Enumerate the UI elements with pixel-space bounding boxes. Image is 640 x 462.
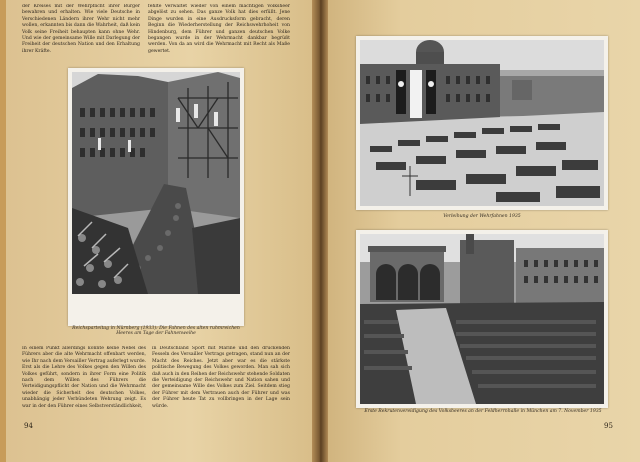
flag-ceremony-photo-image xyxy=(356,36,608,210)
swearing-in-photo xyxy=(356,230,608,408)
book-spine xyxy=(312,0,328,462)
left-page-number: 94 xyxy=(24,422,33,430)
left-bottom-text-column-2: in Deutschland Sport mit Marine und den drückenden Fesseln des Versailler Vertrags getragen, stand nun an der Macht des Reiches. Jetzt aber war es die stärkste politische Bewegung des Volkes geworden. Man sah sich daß auch in den Reihen der Reichswehr stehende Soldaten die Verteidigung der Reichswehr und Nation sahen und der gemeinsame Wille des Volkes zum Ziel. Seitdem stieg der Führer mit dem Vertrauen auch der Führer und was der Führer heute Tat zu vollbringen in der Lage sein würde. xyxy=(152,346,290,409)
left-top-text-column-2: fehlte Verwaltet wieder von einem mächtigen Volksheer abgelöst zu sehen. Das ganze Volk hat dies erfüllt. Jene Dinge wurden in eine Ausdrucksform gebracht, deren Beginn die Wiederherstellung der Reichswehrhoheit von Hindenburg, dem Führer und ganzen deutschen Volke begangen wurde in der Wehrmacht dankbar begrüßt werden. Von da an wird die Wehrmacht mit Recht als Maße gewertet. xyxy=(148,4,290,54)
flag-ceremony-photo xyxy=(356,36,608,210)
swearing-in-photo-image xyxy=(356,230,608,408)
parade-photo-image xyxy=(68,68,244,326)
left-top-text-column-1: der Kreises mit der Wehrpflicht ihrer Bürger bewahren und erhalten. Wie viele Deutsche in Verschiedenen Ländern ihrer Wehr nicht mehr wollen, erkannten bis dann die Wahrheit, daß kein Volk seine Freiheit behaupten kann ohne Wehr. Und wie der gemeinsame Wille mit Darlegung der Freiheit der deutschen Nation und den Erhaltung ihrer Kräfte. xyxy=(22,4,140,54)
flag-ceremony-caption: Verleihung der Wehrfahnen 1935 xyxy=(443,214,521,219)
parade-photo xyxy=(68,68,244,326)
left-bottom-text-column-1: In einem Punkt allerdings konnte keine Nebel des Führers aber die alte Wehrmacht offenbart werden, wie Ihr nach dem Versailler Vertrag auferlegt wurde. Erst als die Lehre des Volkes gegen den Willen des Volkes geführt, sondern in ihrer Form eine Politik nach dem Willen des Führers die Verteidigungspflicht der Nation und die Wehrmacht wieder die Sicherheit des deutschen Volkes, unabhängig jeder Verbündeten Wehrung zeigt. Es war in der den Führer eines Selbstverständlichkeit, xyxy=(22,346,146,409)
right-page-number: 95 xyxy=(604,422,613,430)
swearing-in-caption: Erste Rekrutenvereidigung des Volksheeres an der Feldherrnhalle in München am 7. November 1935 xyxy=(364,409,602,414)
left-page-edge xyxy=(0,0,6,462)
parade-photo-caption: Reichsparteitag in Nürnberg (1933): Die Fahnen des alten ruhmreichen Heeres am Tage der Fahnenweihe xyxy=(72,326,240,336)
